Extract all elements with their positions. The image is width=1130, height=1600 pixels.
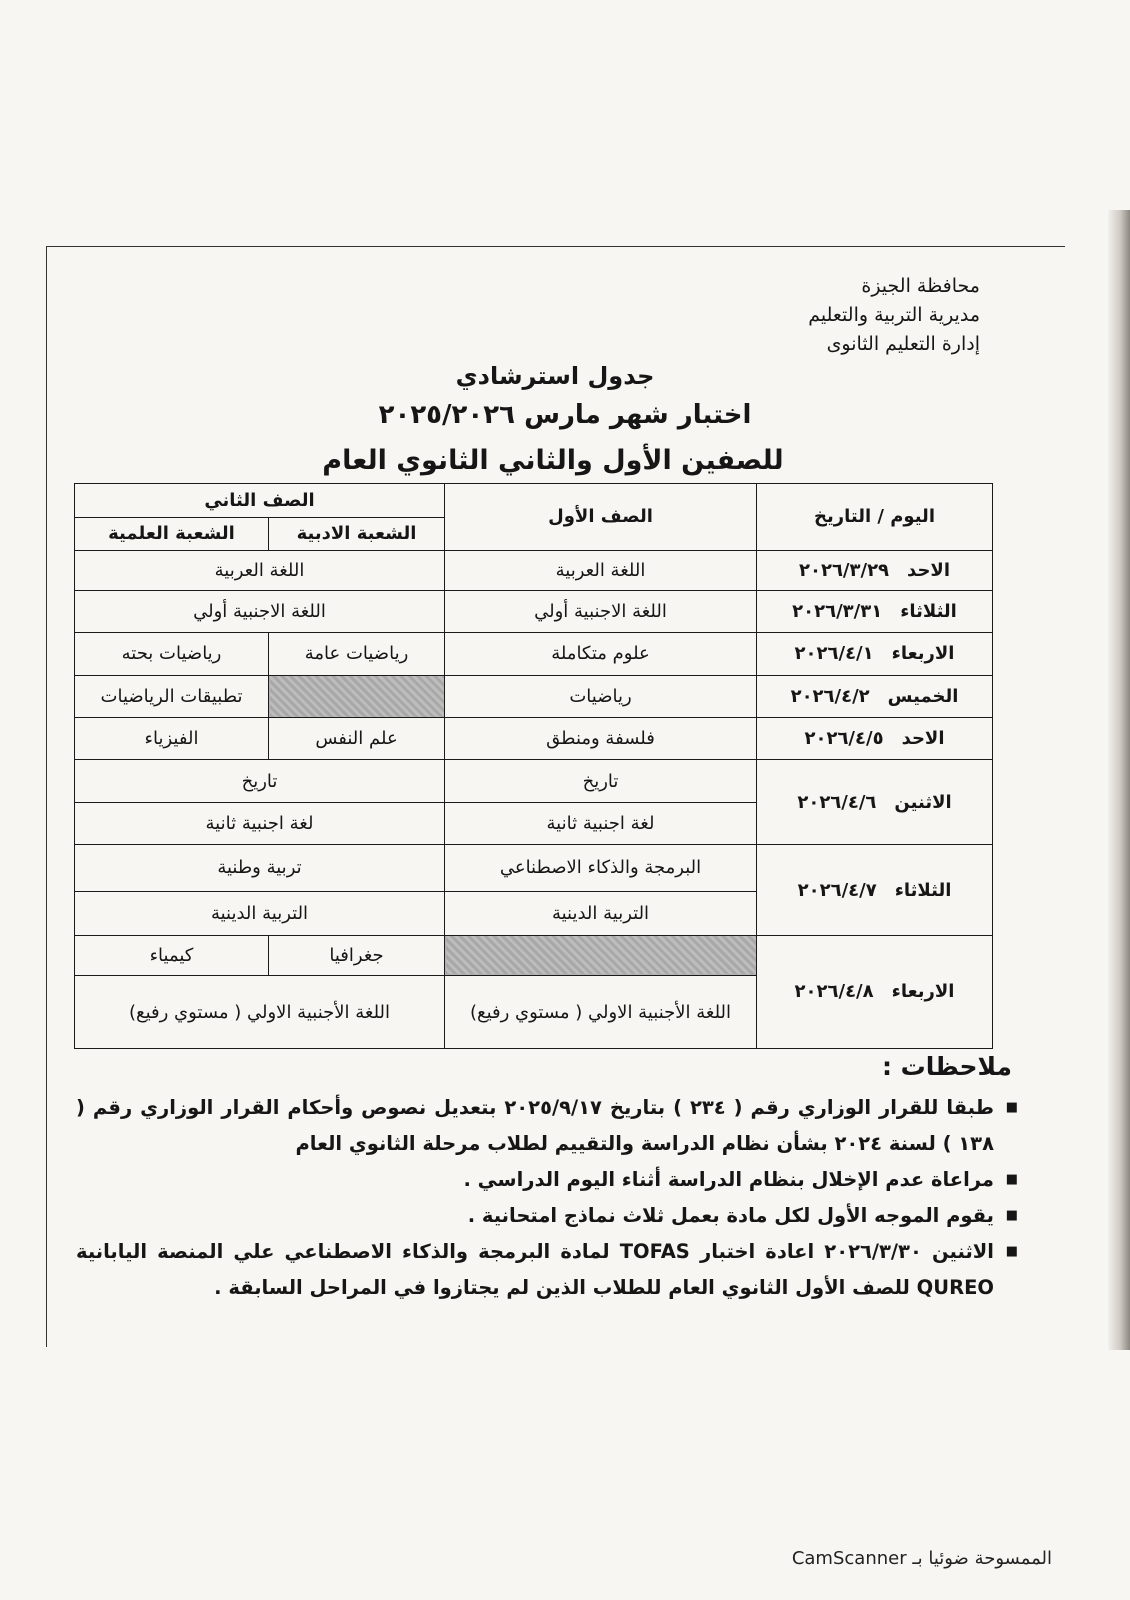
day-name: الاحد: [901, 728, 945, 750]
first-grade-subject: اللغة الاجنبية أولي: [445, 590, 757, 632]
header-line: إدارة التعليم الثانوى: [826, 333, 980, 355]
literary-subject: جغرافيا: [269, 935, 445, 975]
note-text: طبقا للقرار الوزاري رقم ( ٢٣٤ ) بتاريخ ٢٠٢٥/٩/١٧ بتعديل نصوص وأحكام القرار الوزاري رقم ( ١٣٨ ) لسنة ٢٠٢٤ بشأن نظام الدراسة والتقييم لطلاب مرحلة الثانوي العام: [76, 1096, 994, 1155]
redacted-cell: [269, 675, 445, 717]
header-second-grade: الصف الثاني: [75, 484, 445, 518]
day-date-cell: [757, 718, 993, 760]
date: ٢٠٢٦/٣/٣١: [792, 601, 883, 623]
first-grade-subject: لغة اجنبية ثانية: [445, 802, 757, 844]
table-row: [75, 590, 993, 632]
square-bullet-icon: ■: [1005, 1172, 1018, 1187]
table-row: [75, 550, 993, 590]
note-item: [76, 1162, 1018, 1198]
note-text: يقوم الموجه الأول لكل مادة بعمل ثلاث نماذج امتحانية .: [467, 1204, 994, 1227]
first-grade-subject: اللغة العربية: [445, 550, 757, 590]
day-date-cell: [757, 675, 993, 717]
second-grade-subject: تربية وطنية: [75, 845, 445, 891]
day-name: الاربعاء: [891, 643, 955, 665]
exam-title: اختبار شهر مارس ٢٠٢٥/٢٠٢٦: [378, 400, 752, 430]
header-day-date: اليوم / التاريخ: [757, 484, 993, 551]
second-grade-subject: لغة اجنبية ثانية: [75, 802, 445, 844]
scientific-subject: الفيزياء: [75, 718, 269, 760]
note-item: [76, 1090, 1018, 1162]
note-text: الاثنين ٢٠٢٦/٣/٣٠ اعادة اختبار TOFAS لمادة البرمجة والذكاء الاصطناعي علي المنصة اليابانية QUREO للصف الأول الثانوي العام للطلاب الذين لم يجتازوا في المراحل السابقة .: [76, 1240, 994, 1299]
day-name: الخميس: [887, 685, 959, 707]
first-grade-subject: فلسفة ومنطق: [445, 718, 757, 760]
notes-heading: ملاحظات :: [881, 1052, 1012, 1081]
day-date-cell: [757, 550, 993, 590]
header-literary: الشعبة الادبية: [269, 518, 445, 550]
first-grade-subject: رياضيات: [445, 675, 757, 717]
redacted-cell: [445, 935, 757, 975]
table-row: [75, 675, 993, 717]
square-bullet-icon: ■: [1005, 1244, 1018, 1259]
scientific-subject: كيمياء: [75, 935, 269, 975]
day-date-cell: [757, 935, 993, 1048]
date: ٢٠٢٦/٤/٧: [797, 879, 877, 901]
first-grade-subject: البرمجة والذكاء الاصطناعي: [445, 845, 757, 891]
second-grade-subject: تاريخ: [75, 760, 445, 802]
square-bullet-icon: ■: [1005, 1100, 1018, 1115]
day-name: الاثنين: [894, 791, 952, 813]
day-date-cell: [757, 760, 993, 845]
first-grade-subject: التربية الدينية: [445, 891, 757, 935]
second-grade-subject: اللغة الاجنبية أولي: [75, 590, 445, 632]
table-row: [75, 760, 993, 802]
table-row: [75, 935, 993, 975]
first-grade-subject: تاريخ: [445, 760, 757, 802]
day-name: الاربعاء: [891, 981, 955, 1003]
scientific-subject: تطبيقات الرياضيات: [75, 675, 269, 717]
day-name: الثلاثاء: [900, 601, 957, 623]
literary-subject: علم النفس: [269, 718, 445, 760]
table-row: [75, 845, 993, 891]
square-bullet-icon: ■: [1005, 1208, 1018, 1223]
exam-schedule-table: [74, 483, 993, 1049]
literary-subject: رياضيات عامة: [269, 633, 445, 675]
issuing-authority: [808, 272, 980, 359]
notes-list: [76, 1090, 1020, 1306]
date: ٢٠٢٦/٤/١: [794, 643, 874, 665]
second-grade-subject: اللغة الأجنبية الاولي ( مستوي رفيع): [75, 976, 445, 1049]
first-grade-subject: علوم متكاملة: [445, 633, 757, 675]
day-date-cell: [757, 633, 993, 675]
header-scientific: الشعبة العلمية: [75, 518, 269, 550]
header-line: محافظة الجيزة: [861, 275, 980, 297]
day-date-cell: [757, 590, 993, 632]
date: ٢٠٢٦/٤/٦: [797, 791, 877, 813]
camscanner-watermark: الممسوحة ضوئيا بـ CamScanner: [791, 1548, 1052, 1569]
table-row: [75, 633, 993, 675]
day-name: الثلاثاء: [894, 879, 952, 901]
day-name: الاحد: [907, 559, 950, 581]
header-first-grade: الصف الأول: [445, 484, 757, 551]
note-text: مراعاة عدم الإخلال بنظام الدراسة أثناء اليوم الدراسي .: [463, 1168, 994, 1191]
note-item: [76, 1198, 1018, 1234]
date: ٢٠٢٦/٤/٢: [790, 685, 870, 707]
second-grade-subject: التربية الدينية: [75, 891, 445, 935]
table-row: [75, 718, 993, 760]
date: ٢٠٢٦/٤/٨: [794, 981, 874, 1003]
header-line: مديرية التربية والتعليم: [808, 304, 980, 326]
note-item: [76, 1234, 1018, 1306]
grades-title: للصفين الأول والثاني الثانوي العام: [322, 445, 784, 476]
scientific-subject: رياضيات بحته: [75, 633, 269, 675]
date: ٢٠٢٦/٣/٢٩: [798, 559, 890, 581]
second-grade-subject: اللغة العربية: [75, 550, 445, 590]
day-date-cell: [757, 845, 993, 936]
document-title: جدول استرشادي: [455, 362, 655, 390]
first-grade-subject: اللغة الأجنبية الاولي ( مستوي رفيع): [445, 976, 757, 1049]
date: ٢٠٢٦/٤/٥: [804, 728, 884, 750]
table-header-row: [75, 484, 993, 518]
